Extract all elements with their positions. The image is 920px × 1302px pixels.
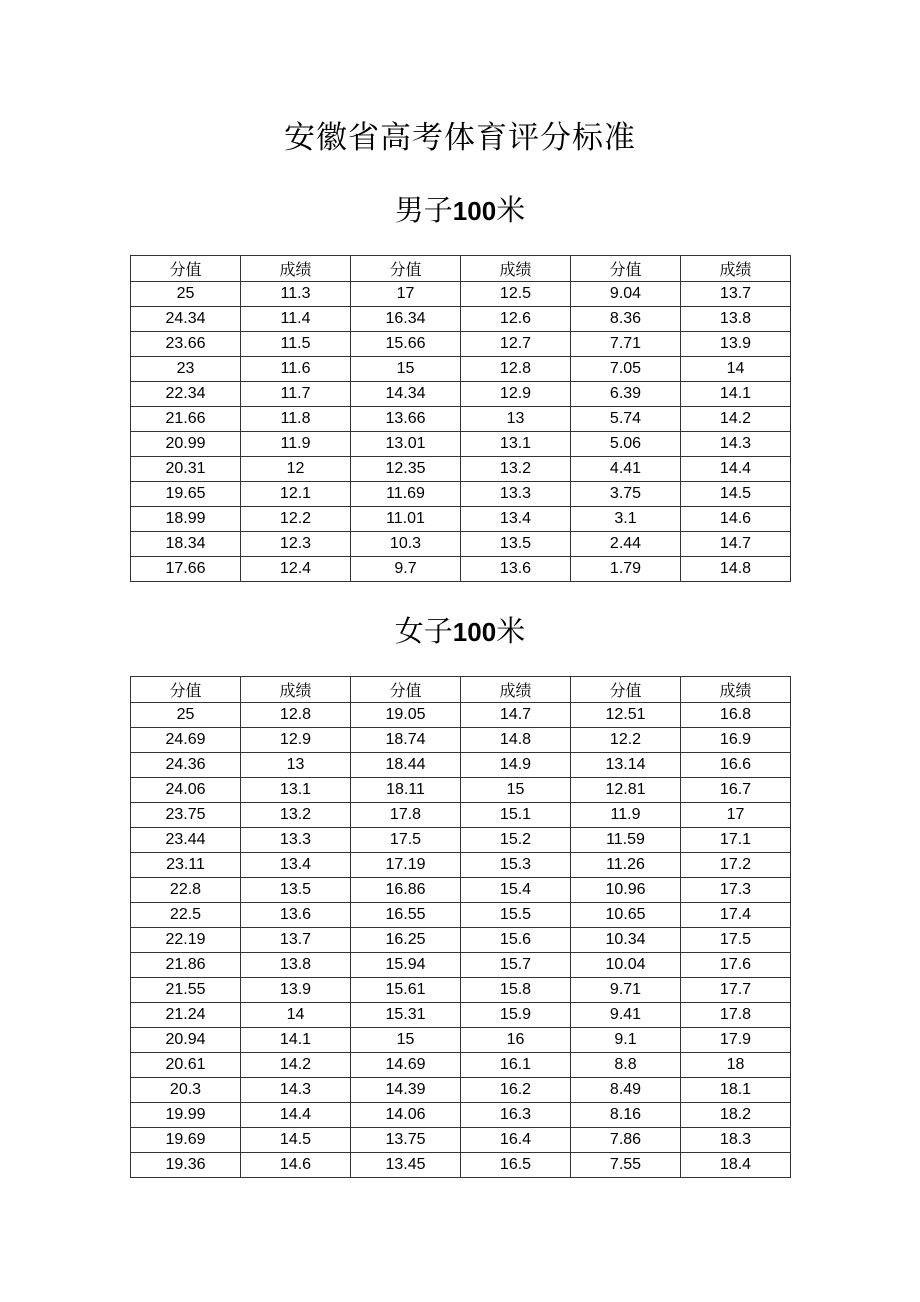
score-cell: 6.39 xyxy=(571,382,681,407)
result-cell: 13 xyxy=(241,753,351,778)
result-cell: 16.6 xyxy=(681,753,791,778)
score-cell: 19.05 xyxy=(351,703,461,728)
result-cell: 14.8 xyxy=(681,557,791,582)
score-cell: 16.25 xyxy=(351,928,461,953)
score-cell: 25 xyxy=(131,703,241,728)
score-cell: 7.86 xyxy=(571,1128,681,1153)
result-cell: 15.5 xyxy=(461,903,571,928)
result-cell: 16.8 xyxy=(681,703,791,728)
score-cell: 11.01 xyxy=(351,507,461,532)
score-cell: 5.06 xyxy=(571,432,681,457)
result-cell: 18.4 xyxy=(681,1153,791,1178)
result-cell: 16.9 xyxy=(681,728,791,753)
score-cell: 16.55 xyxy=(351,903,461,928)
column-header-result: 成绩 xyxy=(681,256,791,282)
score-cell: 22.19 xyxy=(131,928,241,953)
score-cell: 15.31 xyxy=(351,1003,461,1028)
score-cell: 9.41 xyxy=(571,1003,681,1028)
table-row xyxy=(131,557,791,582)
result-cell: 14.1 xyxy=(241,1028,351,1053)
score-cell: 17.5 xyxy=(351,828,461,853)
result-cell: 17.5 xyxy=(681,928,791,953)
result-cell: 13.1 xyxy=(461,432,571,457)
score-cell: 22.8 xyxy=(131,878,241,903)
score-cell: 18.74 xyxy=(351,728,461,753)
result-cell: 17.8 xyxy=(681,1003,791,1028)
score-cell: 18.34 xyxy=(131,532,241,557)
score-cell: 10.04 xyxy=(571,953,681,978)
result-cell: 14.2 xyxy=(681,407,791,432)
score-cell: 7.71 xyxy=(571,332,681,357)
result-cell: 13.8 xyxy=(241,953,351,978)
table-row xyxy=(131,407,791,432)
result-cell: 14.5 xyxy=(681,482,791,507)
score-cell: 2.44 xyxy=(571,532,681,557)
score-cell: 19.65 xyxy=(131,482,241,507)
result-cell: 12.9 xyxy=(461,382,571,407)
result-cell: 12.2 xyxy=(241,507,351,532)
score-cell: 11.26 xyxy=(571,853,681,878)
result-cell: 12.9 xyxy=(241,728,351,753)
result-cell: 12.3 xyxy=(241,532,351,557)
score-cell: 3.1 xyxy=(571,507,681,532)
score-cell: 18.44 xyxy=(351,753,461,778)
result-cell: 15.2 xyxy=(461,828,571,853)
score-cell: 9.1 xyxy=(571,1028,681,1053)
score-cell: 7.05 xyxy=(571,357,681,382)
result-cell: 17.4 xyxy=(681,903,791,928)
result-cell: 11.7 xyxy=(241,382,351,407)
result-cell: 14.4 xyxy=(241,1103,351,1128)
score-cell: 13.01 xyxy=(351,432,461,457)
score-cell: 11.9 xyxy=(571,803,681,828)
table-row xyxy=(131,507,791,532)
table-row xyxy=(131,432,791,457)
result-cell: 12.1 xyxy=(241,482,351,507)
score-cell: 13.45 xyxy=(351,1153,461,1178)
score-cell: 12.2 xyxy=(571,728,681,753)
header-row xyxy=(131,256,791,282)
result-cell: 14.8 xyxy=(461,728,571,753)
result-cell: 18.2 xyxy=(681,1103,791,1128)
score-cell: 24.69 xyxy=(131,728,241,753)
score-cell: 15.66 xyxy=(351,332,461,357)
table-row xyxy=(131,928,791,953)
result-cell: 14.3 xyxy=(241,1078,351,1103)
table-row xyxy=(131,1053,791,1078)
result-cell: 14 xyxy=(241,1003,351,1028)
men-100m-table xyxy=(130,255,791,582)
score-cell: 3.75 xyxy=(571,482,681,507)
score-cell: 23.11 xyxy=(131,853,241,878)
men-heading-prefix: 男子 xyxy=(394,193,453,227)
result-cell: 13.2 xyxy=(461,457,571,482)
score-cell: 8.16 xyxy=(571,1103,681,1128)
table-row xyxy=(131,532,791,557)
table-row xyxy=(131,1153,791,1178)
women-heading-prefix: 女子 xyxy=(394,614,453,648)
score-cell: 8.49 xyxy=(571,1078,681,1103)
result-cell: 16.4 xyxy=(461,1128,571,1153)
score-cell: 21.55 xyxy=(131,978,241,1003)
score-cell: 12.51 xyxy=(571,703,681,728)
score-cell: 5.74 xyxy=(571,407,681,432)
score-cell: 21.86 xyxy=(131,953,241,978)
score-cell: 20.99 xyxy=(131,432,241,457)
result-cell: 14.7 xyxy=(461,703,571,728)
table-row xyxy=(131,778,791,803)
score-cell: 21.66 xyxy=(131,407,241,432)
result-cell: 11.8 xyxy=(241,407,351,432)
column-header-result: 成绩 xyxy=(681,677,791,703)
score-cell: 17 xyxy=(351,282,461,307)
result-cell: 14.1 xyxy=(681,382,791,407)
result-cell: 17.1 xyxy=(681,828,791,853)
score-cell: 10.96 xyxy=(571,878,681,903)
result-cell: 12.8 xyxy=(461,357,571,382)
column-header-result: 成绩 xyxy=(461,677,571,703)
table-row xyxy=(131,457,791,482)
result-cell: 14.2 xyxy=(241,1053,351,1078)
result-cell: 13.2 xyxy=(241,803,351,828)
result-cell: 11.3 xyxy=(241,282,351,307)
result-cell: 13.9 xyxy=(681,332,791,357)
score-cell: 9.04 xyxy=(571,282,681,307)
result-cell: 15.8 xyxy=(461,978,571,1003)
score-cell: 14.06 xyxy=(351,1103,461,1128)
score-cell: 13.66 xyxy=(351,407,461,432)
result-cell: 13.3 xyxy=(461,482,571,507)
result-cell: 17.3 xyxy=(681,878,791,903)
result-cell: 13.8 xyxy=(681,307,791,332)
result-cell: 13.4 xyxy=(241,853,351,878)
score-cell: 23 xyxy=(131,357,241,382)
result-cell: 15.6 xyxy=(461,928,571,953)
result-cell: 18 xyxy=(681,1053,791,1078)
result-cell: 17 xyxy=(681,803,791,828)
score-cell: 13.14 xyxy=(571,753,681,778)
result-cell: 15 xyxy=(461,778,571,803)
table-row xyxy=(131,307,791,332)
result-cell: 16.2 xyxy=(461,1078,571,1103)
score-cell: 15 xyxy=(351,1028,461,1053)
result-cell: 15.3 xyxy=(461,853,571,878)
result-cell: 12 xyxy=(241,457,351,482)
table-row xyxy=(131,753,791,778)
table-row xyxy=(131,1128,791,1153)
result-cell: 13.6 xyxy=(461,557,571,582)
result-cell: 13.7 xyxy=(241,928,351,953)
score-cell: 20.61 xyxy=(131,1053,241,1078)
result-cell: 15.7 xyxy=(461,953,571,978)
score-cell: 11.59 xyxy=(571,828,681,853)
table-row xyxy=(131,728,791,753)
result-cell: 13 xyxy=(461,407,571,432)
table-row xyxy=(131,1028,791,1053)
result-cell: 13.7 xyxy=(681,282,791,307)
result-cell: 17.9 xyxy=(681,1028,791,1053)
score-cell: 19.36 xyxy=(131,1153,241,1178)
result-cell: 14.5 xyxy=(241,1128,351,1153)
score-cell: 10.34 xyxy=(571,928,681,953)
result-cell: 12.8 xyxy=(241,703,351,728)
result-cell: 16.3 xyxy=(461,1103,571,1128)
result-cell: 13.9 xyxy=(241,978,351,1003)
table-row xyxy=(131,482,791,507)
result-cell: 16.1 xyxy=(461,1053,571,1078)
column-header-score: 分值 xyxy=(351,256,461,282)
score-cell: 10.65 xyxy=(571,903,681,928)
score-cell: 15 xyxy=(351,357,461,382)
score-cell: 14.39 xyxy=(351,1078,461,1103)
result-cell: 16.5 xyxy=(461,1153,571,1178)
header-row xyxy=(131,677,791,703)
table-row xyxy=(131,357,791,382)
result-cell: 11.6 xyxy=(241,357,351,382)
result-cell: 18.1 xyxy=(681,1078,791,1103)
result-cell: 13.1 xyxy=(241,778,351,803)
score-cell: 20.3 xyxy=(131,1078,241,1103)
result-cell: 12.4 xyxy=(241,557,351,582)
score-cell: 23.44 xyxy=(131,828,241,853)
result-cell: 11.4 xyxy=(241,307,351,332)
score-cell: 15.61 xyxy=(351,978,461,1003)
page-title: 安徽省高考体育评分标准 xyxy=(284,120,636,156)
result-cell: 13.3 xyxy=(241,828,351,853)
table-row xyxy=(131,1078,791,1103)
result-cell: 17.6 xyxy=(681,953,791,978)
result-cell: 15.9 xyxy=(461,1003,571,1028)
score-cell: 4.41 xyxy=(571,457,681,482)
result-cell: 15.4 xyxy=(461,878,571,903)
result-cell: 15.1 xyxy=(461,803,571,828)
women-100m-table xyxy=(130,676,791,1178)
column-header-result: 成绩 xyxy=(241,677,351,703)
score-cell: 18.11 xyxy=(351,778,461,803)
men-heading-suffix: 米 xyxy=(496,193,526,227)
table-row xyxy=(131,953,791,978)
result-cell: 11.5 xyxy=(241,332,351,357)
men-heading-number: 100 xyxy=(452,196,497,226)
result-cell: 14 xyxy=(681,357,791,382)
score-cell: 19.99 xyxy=(131,1103,241,1128)
result-cell: 17.2 xyxy=(681,853,791,878)
table-row xyxy=(131,903,791,928)
score-cell: 22.34 xyxy=(131,382,241,407)
result-cell: 14.7 xyxy=(681,532,791,557)
score-cell: 18.99 xyxy=(131,507,241,532)
score-cell: 12.35 xyxy=(351,457,461,482)
score-cell: 1.79 xyxy=(571,557,681,582)
result-cell: 18.3 xyxy=(681,1128,791,1153)
column-header-result: 成绩 xyxy=(241,256,351,282)
score-cell: 20.31 xyxy=(131,457,241,482)
column-header-score: 分值 xyxy=(571,677,681,703)
score-cell: 17.19 xyxy=(351,853,461,878)
table-row xyxy=(131,332,791,357)
result-cell: 16.7 xyxy=(681,778,791,803)
result-cell: 16 xyxy=(461,1028,571,1053)
women-heading-number: 100 xyxy=(452,617,497,647)
score-cell: 7.55 xyxy=(571,1153,681,1178)
result-cell: 12.5 xyxy=(461,282,571,307)
table-row xyxy=(131,978,791,1003)
column-header-score: 分值 xyxy=(571,256,681,282)
men-100m-heading xyxy=(0,188,920,229)
result-cell: 14.9 xyxy=(461,753,571,778)
score-cell: 24.34 xyxy=(131,307,241,332)
score-cell: 12.81 xyxy=(571,778,681,803)
score-cell: 8.8 xyxy=(571,1053,681,1078)
score-cell: 10.3 xyxy=(351,532,461,557)
score-cell: 25 xyxy=(131,282,241,307)
women-heading-suffix: 米 xyxy=(496,614,526,648)
result-cell: 13.5 xyxy=(461,532,571,557)
table-row xyxy=(131,1103,791,1128)
score-cell: 9.7 xyxy=(351,557,461,582)
score-cell: 14.69 xyxy=(351,1053,461,1078)
score-cell: 16.34 xyxy=(351,307,461,332)
column-header-result: 成绩 xyxy=(461,256,571,282)
table-row xyxy=(131,853,791,878)
score-cell: 23.66 xyxy=(131,332,241,357)
column-header-score: 分值 xyxy=(131,256,241,282)
score-cell: 22.5 xyxy=(131,903,241,928)
result-cell: 11.9 xyxy=(241,432,351,457)
column-header-score: 分值 xyxy=(351,677,461,703)
score-cell: 24.06 xyxy=(131,778,241,803)
score-cell: 24.36 xyxy=(131,753,241,778)
score-cell: 20.94 xyxy=(131,1028,241,1053)
result-cell: 17.7 xyxy=(681,978,791,1003)
table-row xyxy=(131,828,791,853)
table-row xyxy=(131,282,791,307)
score-cell: 13.75 xyxy=(351,1128,461,1153)
score-cell: 21.24 xyxy=(131,1003,241,1028)
score-cell: 23.75 xyxy=(131,803,241,828)
result-cell: 14.6 xyxy=(681,507,791,532)
score-cell: 17.8 xyxy=(351,803,461,828)
table-row xyxy=(131,382,791,407)
result-cell: 14.4 xyxy=(681,457,791,482)
score-cell: 8.36 xyxy=(571,307,681,332)
table-row xyxy=(131,1003,791,1028)
result-cell: 12.6 xyxy=(461,307,571,332)
result-cell: 14.6 xyxy=(241,1153,351,1178)
column-header-score: 分值 xyxy=(131,677,241,703)
score-cell: 16.86 xyxy=(351,878,461,903)
score-cell: 15.94 xyxy=(351,953,461,978)
result-cell: 13.5 xyxy=(241,878,351,903)
result-cell: 13.6 xyxy=(241,903,351,928)
score-cell: 19.69 xyxy=(131,1128,241,1153)
result-cell: 14.3 xyxy=(681,432,791,457)
table-row xyxy=(131,878,791,903)
score-cell: 17.66 xyxy=(131,557,241,582)
table-row xyxy=(131,803,791,828)
table-row xyxy=(131,703,791,728)
score-cell: 14.34 xyxy=(351,382,461,407)
score-cell: 9.71 xyxy=(571,978,681,1003)
result-cell: 13.4 xyxy=(461,507,571,532)
score-cell: 11.69 xyxy=(351,482,461,507)
result-cell: 12.7 xyxy=(461,332,571,357)
women-100m-heading xyxy=(0,609,920,650)
